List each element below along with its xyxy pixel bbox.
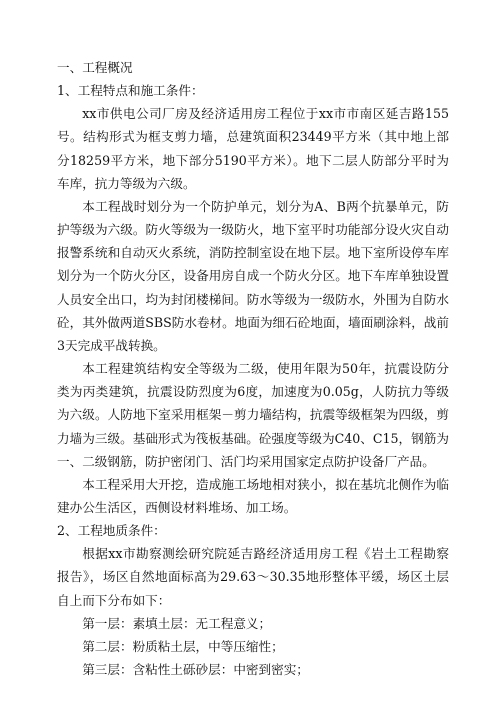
section-title: 一、工程概况 — [57, 60, 133, 75]
soil-layer-item: 第三层：含粘性土砾砂层：中密到密实； — [82, 662, 309, 678]
subsection-title-2: 2、工程地质条件： — [57, 523, 166, 539]
paragraph-geology-report: 根据xx市勘察测绘研究院延吉路经济适用房工程《岩土工程勘察报告》，场区自然地面标高为29.63～30.35地形整体平缓，场区土层自上而下分布如下： — [57, 546, 449, 608]
document-body — [57, 56, 449, 681]
soil-layer-item: 第二层：粉质粘土层，中等压缩性； — [82, 638, 284, 654]
paragraph-site-layout: 本工程采用大开挖，造成施工场地相对狭小，拟在基坑北侧作为临建办公生活区，西侧设材料堆场、加工场。 — [57, 476, 449, 515]
paragraph-project-location: xx市供电公司厂房及经济适用房工程位于xx市市南区延吉路155号。结构形式为框支剪力墙，总建筑面积23449平方米（其中地上部分18259平方米，地下部分5190平方米）。地下二层人防部分平时为车库，抗力等级为六级。 — [57, 106, 449, 191]
subsection-title-1: 1、工程特点和施工条件： — [57, 83, 204, 99]
paragraph-protection-fire-waterproof: 本工程战时划分为一个防护单元，划分为A、B两个抗暴单元，防护等级为六级。防火等级为一级防火，地下室平时功能部分设火灾自动报警系统和自动灭火系统，消防控制室设在地下层。地下室所设停车库划分为一个防火分区，设备用房自成一个防火分区。地下车库单独设置人员安全出口，均为封闭楼梯间。防水等级为一级防水，外围为自防水砼，其外做两道SBS防水卷材。地面为细石砼地面，墙面刷涂料，战前3天完成平战转换。 — [57, 198, 449, 353]
soil-layer-item: 第一层：素填土层：无工程意义； — [82, 615, 272, 631]
paragraph-structure-seismic: 本工程建筑结构安全等级为二级，使用年限为50年，抗震设防分类为丙类建筑，抗震设防烈度为6度，加速度为0.05g，人防抗力等级为六级。人防地下室采用框架－剪力墙结构，抗震等级框架为四级，剪力墙为三级。基础形式为筏板基础。砼强度等级为C40、C15，钢筋为一、二级钢筋，防护密闭门、活门均采用国家定点防护设备厂产品。 — [57, 361, 449, 469]
